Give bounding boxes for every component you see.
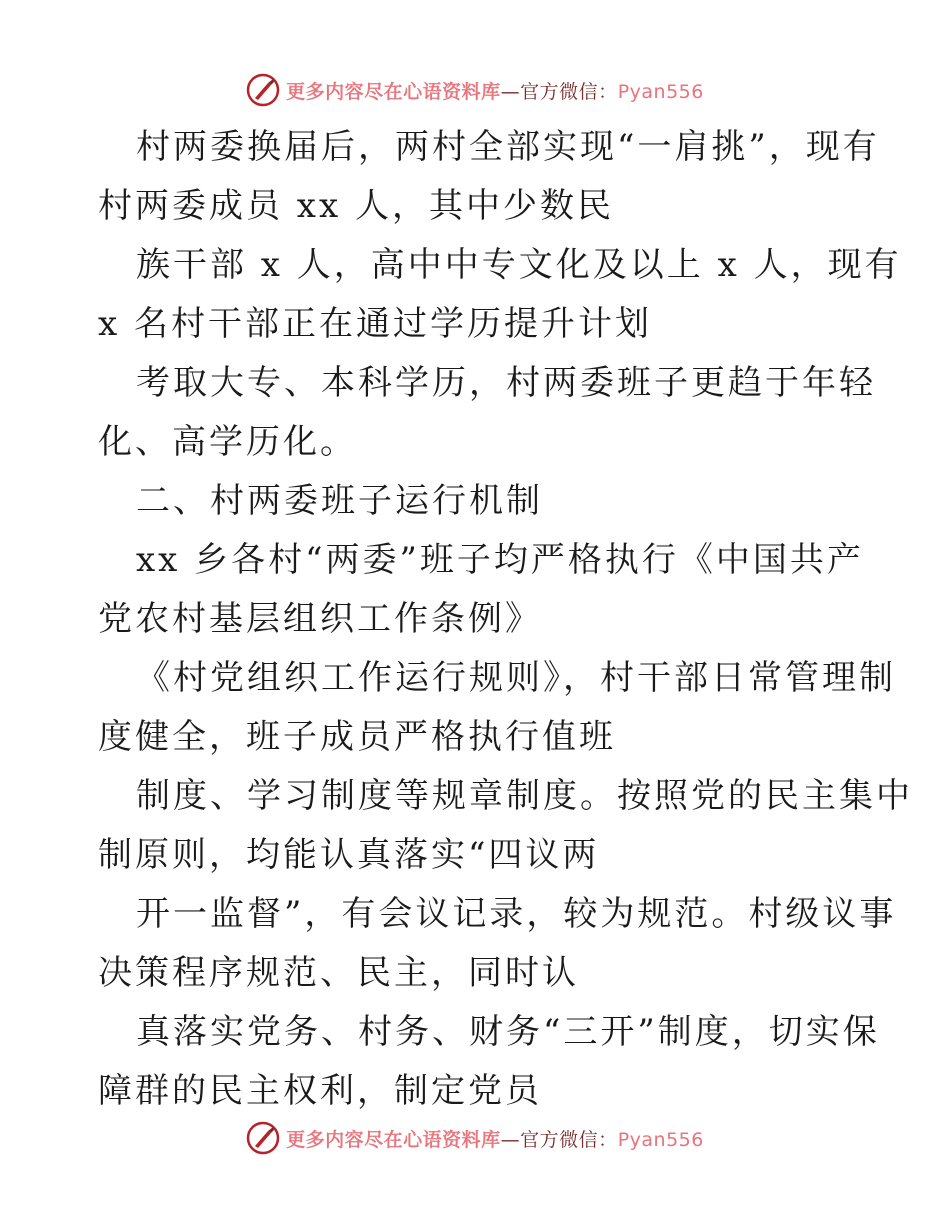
text-line: 《村党组织工作运行规则》，村干部日常管理制 [136,658,896,698]
text-line: 党农村基层组织工作条例》 [98,599,542,639]
text-line: xx 乡各村“两委”班子均严格执行《中国共产 [136,540,864,580]
quill-logo-icon [246,1121,280,1155]
header-banner [0,70,950,110]
text-line: 开一监督”，有会议记录，较为规范。村级议事 [136,894,897,934]
document-body [98,118,913,1121]
quill-logo-icon [246,73,280,107]
text-line: 村两委换届后，两村全部实现“一肩挑”，现有 [136,127,880,167]
text-line: 障群的民主权利，制定党员 [98,1071,542,1111]
header-wechat-label: 官方微信： [520,80,618,103]
footer-banner-text [286,1125,704,1152]
footer-wechat-id: Pyan556 [617,1128,704,1151]
text-line: 决策程序规范、民主，同时认 [98,953,579,993]
text-line: 村两委成员 xx 人，其中少数民 [98,186,614,226]
text-line: x 名村干部正在通过学历提升计划 [98,304,652,344]
header-dash: — [500,80,521,103]
header-wechat-id: Pyan556 [617,80,704,103]
text-line: 化、高学历化。 [98,422,357,462]
text-line: 度健全，班子成员严格执行值班 [98,717,616,757]
footer-site-text: 更多内容尽在心语资料库 [286,1128,501,1151]
text-line: 族干部 x 人，高中中专文化及以上 x 人，现有 [136,245,902,285]
header-site-text: 更多内容尽在心语资料库 [286,80,501,103]
footer-banner [0,1118,950,1158]
text-line: 制原则，均能认真落实“四议两 [98,835,600,875]
text-line: 二、村两委班子运行机制 [136,481,543,521]
text-line: 真落实党务、村务、财务“三开”制度，切实保 [136,1012,880,1052]
footer-wechat-label: 官方微信： [520,1128,618,1151]
text-line: 制度、学习制度等规章制度。按照党的民主集中 [136,776,913,816]
text-line: 考取大专、本科学历，村两委班子更趋于年轻 [136,363,876,403]
footer-dash: — [500,1128,521,1151]
header-banner-text [286,77,704,104]
